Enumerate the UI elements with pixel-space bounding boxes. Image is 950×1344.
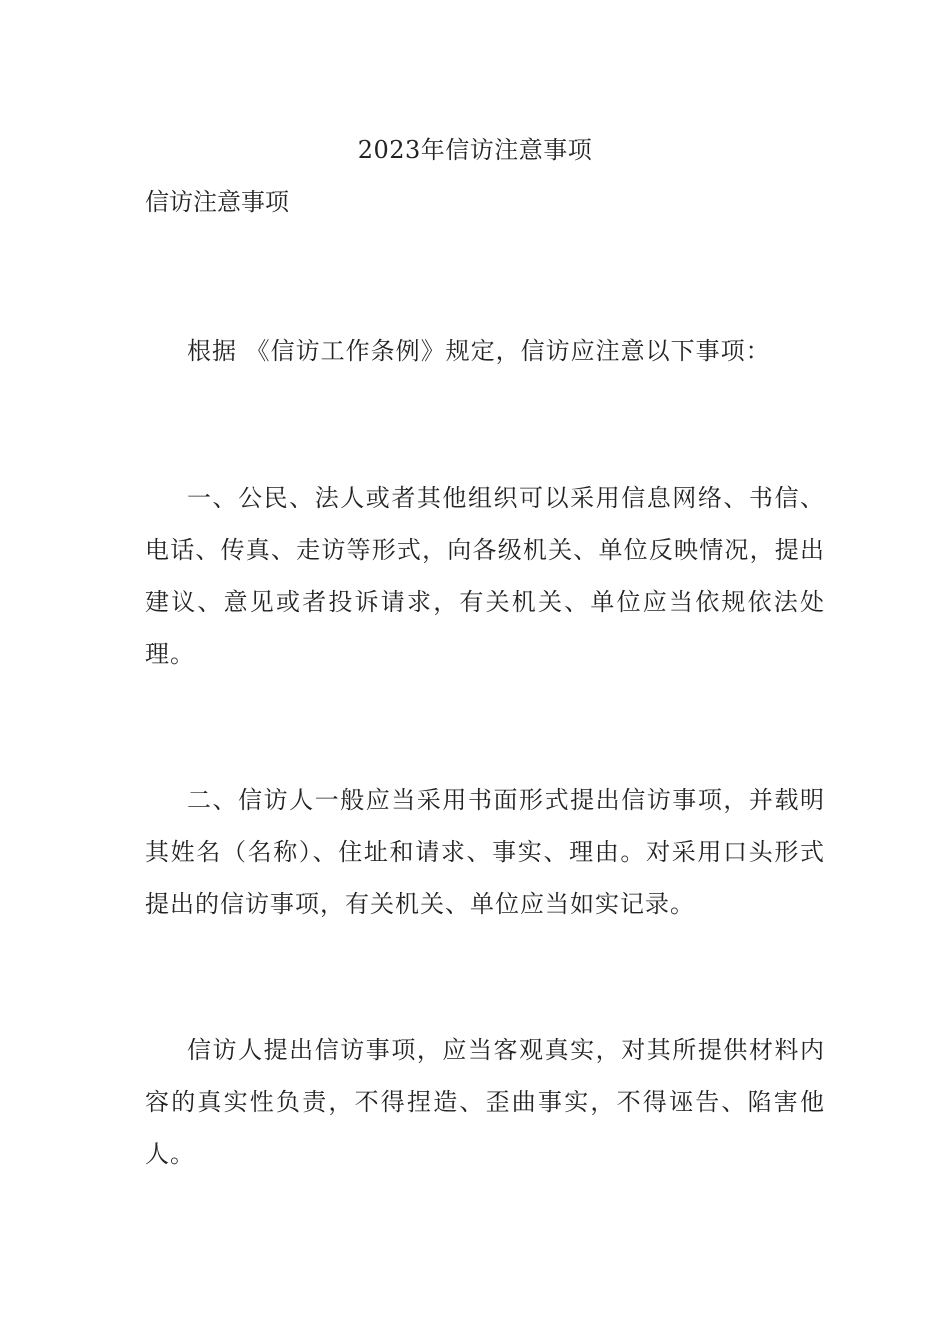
document-title: 2023年信访注意事项: [357, 136, 593, 164]
paragraph-item-1: 一、公民、法人或者其他组织可以采用信息网络、书信、电话、传真、走访等形式，向各级机关、单位反映情况，提出建议、意见或者投诉请求，有关机关、单位应当依规依法处理。: [145, 484, 825, 668]
paragraph-item-3: 信访人提出信访事项，应当客观真实，对其所提供材料内容的真实性负责，不得捏造、歪曲事实，不得诬告、陷害他人。: [145, 1036, 825, 1168]
document-subtitle: 信访注意事项: [145, 188, 289, 216]
paragraph-intro: 根据 《信访工作条例》规定，信访应注意以下事项：: [187, 337, 771, 365]
paragraph-item-2: 二、信访人一般应当采用书面形式提出信访事项，并载明其姓名（名称）、住址和请求、事实、理由。对采用口头形式提出的信访事项，有关机关、单位应当如实记录。: [145, 786, 825, 918]
